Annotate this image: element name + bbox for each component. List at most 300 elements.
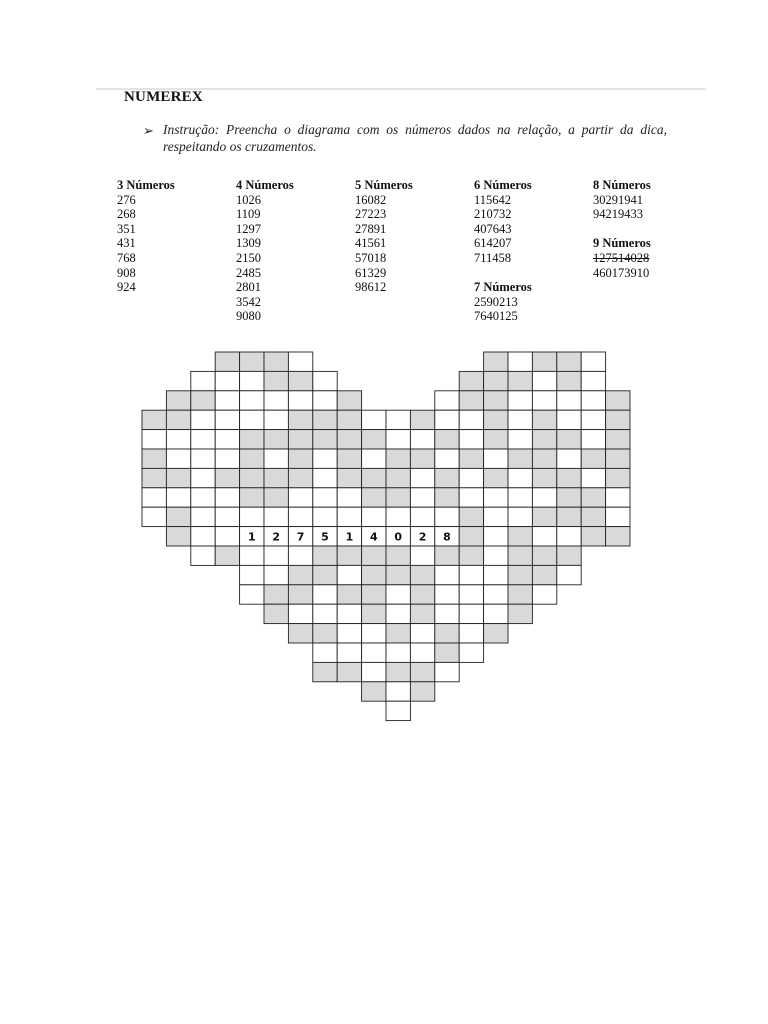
hint-digit: 7 bbox=[296, 530, 305, 544]
grid-cell-shaded[interactable] bbox=[337, 468, 361, 487]
list-item: 351 bbox=[117, 221, 136, 236]
list-header: 3 Números bbox=[117, 178, 175, 192]
grid-cell-shaded[interactable] bbox=[459, 391, 483, 410]
grid-cell[interactable] bbox=[240, 565, 264, 584]
hint-digit: 8 bbox=[443, 530, 451, 544]
grid-cell-shaded[interactable] bbox=[484, 410, 508, 429]
list-item: 16082 bbox=[355, 192, 387, 207]
grid-cell-shaded[interactable] bbox=[606, 391, 630, 410]
grid-cell[interactable] bbox=[142, 507, 166, 526]
grid-cell[interactable] bbox=[386, 682, 410, 701]
grid-cell[interactable] bbox=[484, 585, 508, 604]
grid-cell[interactable] bbox=[313, 507, 337, 526]
grid-cell-shaded[interactable] bbox=[288, 585, 312, 604]
grid-cell[interactable] bbox=[313, 371, 337, 390]
grid-cell-shaded[interactable] bbox=[532, 410, 556, 429]
grid-cell[interactable] bbox=[191, 546, 215, 565]
grid-cell[interactable] bbox=[313, 488, 337, 507]
grid-cell-shaded[interactable] bbox=[435, 488, 459, 507]
grid-cell[interactable] bbox=[386, 604, 410, 623]
grid-cell[interactable] bbox=[508, 391, 532, 410]
list-item: 3542 bbox=[236, 294, 261, 309]
grid-cell-shaded[interactable] bbox=[386, 546, 410, 565]
grid-cell-shaded[interactable] bbox=[288, 468, 312, 487]
grid-cell[interactable] bbox=[215, 527, 239, 546]
grid-cell-shaded[interactable] bbox=[337, 430, 361, 449]
list-item: 7640125 bbox=[474, 309, 518, 324]
grid-cell-shaded[interactable] bbox=[288, 430, 312, 449]
grid-cell-shaded[interactable] bbox=[410, 565, 434, 584]
grid-cell-shaded[interactable] bbox=[240, 468, 264, 487]
list-header: 5 Números bbox=[355, 178, 413, 192]
grid-cell[interactable] bbox=[410, 507, 434, 526]
grid-cell[interactable] bbox=[166, 449, 190, 468]
grid-cell-shaded[interactable] bbox=[410, 410, 434, 429]
grid-cell[interactable] bbox=[532, 371, 556, 390]
grid-cell[interactable] bbox=[191, 371, 215, 390]
list-item: 2590213 bbox=[474, 294, 518, 309]
list-item: 407643 bbox=[474, 221, 512, 236]
grid-cell-shaded[interactable] bbox=[606, 430, 630, 449]
grid-cell-shaded[interactable] bbox=[142, 410, 166, 429]
grid-cell-shaded[interactable] bbox=[288, 565, 312, 584]
grid-cell-shaded[interactable] bbox=[459, 507, 483, 526]
grid-cell-shaded[interactable] bbox=[484, 430, 508, 449]
grid-cell[interactable] bbox=[606, 507, 630, 526]
hint-digit: 1 bbox=[247, 530, 256, 544]
grid-cell[interactable] bbox=[240, 546, 264, 565]
grid-cell-shaded[interactable] bbox=[215, 352, 239, 371]
grid-cell-shaded[interactable] bbox=[606, 527, 630, 546]
list-item: 908 bbox=[117, 265, 136, 280]
grid-cell[interactable] bbox=[362, 507, 386, 526]
grid-cell[interactable] bbox=[264, 449, 288, 468]
grid-cell-shaded[interactable] bbox=[508, 546, 532, 565]
grid-cell[interactable] bbox=[410, 488, 434, 507]
grid-cell[interactable] bbox=[435, 507, 459, 526]
list-item: 614207 bbox=[474, 236, 512, 251]
grid-cell-shaded[interactable] bbox=[362, 430, 386, 449]
hint-digit: 0 bbox=[394, 530, 403, 544]
grid-cell-shaded[interactable] bbox=[386, 662, 410, 681]
grid-cell[interactable] bbox=[410, 624, 434, 643]
grid-cell-shaded[interactable] bbox=[362, 682, 386, 701]
list-item: 768 bbox=[117, 250, 136, 265]
grid-cell-shaded[interactable] bbox=[264, 468, 288, 487]
grid-cell-shaded[interactable] bbox=[337, 410, 361, 429]
grid-cell-shaded[interactable] bbox=[337, 585, 361, 604]
grid-cell-shaded[interactable] bbox=[337, 391, 361, 410]
page-title: NUMEREX bbox=[124, 89, 203, 105]
list-header: 4 Números bbox=[236, 178, 294, 192]
grid-cell[interactable] bbox=[386, 643, 410, 662]
grid-cell[interactable] bbox=[288, 546, 312, 565]
grid-cell-shaded[interactable] bbox=[581, 507, 605, 526]
grid-cell-shaded[interactable] bbox=[337, 662, 361, 681]
grid-cell[interactable] bbox=[435, 585, 459, 604]
list-item: 2150 bbox=[236, 250, 261, 265]
list-item: 41561 bbox=[355, 236, 387, 251]
grid-cell-shaded[interactable] bbox=[606, 468, 630, 487]
grid-cell[interactable] bbox=[313, 604, 337, 623]
grid-cell[interactable] bbox=[215, 430, 239, 449]
grid-cell[interactable] bbox=[191, 507, 215, 526]
grid-cell[interactable] bbox=[337, 565, 361, 584]
list-item: 2801 bbox=[236, 280, 261, 295]
grid-cell-shaded[interactable] bbox=[166, 527, 190, 546]
grid-cell-shaded[interactable] bbox=[459, 449, 483, 468]
grid-cell[interactable] bbox=[435, 604, 459, 623]
grid-cell-shaded[interactable] bbox=[240, 449, 264, 468]
grid-cell[interactable] bbox=[508, 488, 532, 507]
list-item: 2485 bbox=[236, 265, 261, 280]
grid-cell[interactable] bbox=[459, 643, 483, 662]
grid-cell-shaded[interactable] bbox=[508, 585, 532, 604]
grid-cell-shaded[interactable] bbox=[362, 604, 386, 623]
grid-cell-shaded[interactable] bbox=[362, 468, 386, 487]
grid-cell-shaded[interactable] bbox=[532, 565, 556, 584]
grid-cell-shaded[interactable] bbox=[532, 468, 556, 487]
grid-cell[interactable] bbox=[337, 643, 361, 662]
grid-cell[interactable] bbox=[557, 565, 581, 584]
grid-cell[interactable] bbox=[313, 391, 337, 410]
grid-cell-shaded[interactable] bbox=[264, 352, 288, 371]
grid-cell-shaded[interactable] bbox=[557, 430, 581, 449]
arrow-bullet-icon: ➢ bbox=[143, 123, 154, 138]
grid-cell[interactable] bbox=[362, 662, 386, 681]
grid-cell[interactable] bbox=[240, 507, 264, 526]
instruction-text: Instrução: Preencha o diagrama com os números dados na relação, a partir da dica, respeitando os cruzamentos. bbox=[163, 122, 667, 154]
grid-cell-shaded[interactable] bbox=[557, 371, 581, 390]
grid-cell[interactable] bbox=[313, 585, 337, 604]
grid-cell-shaded[interactable] bbox=[508, 565, 532, 584]
grid-cell[interactable] bbox=[191, 410, 215, 429]
grid-cell-shaded[interactable] bbox=[313, 546, 337, 565]
list-item: 460173910 bbox=[593, 265, 650, 280]
list-item: 115642 bbox=[474, 192, 512, 207]
grid-cell[interactable] bbox=[581, 430, 605, 449]
grid-cell-shaded[interactable] bbox=[313, 624, 337, 643]
grid-cell-shaded[interactable] bbox=[386, 488, 410, 507]
grid-cell[interactable] bbox=[166, 430, 190, 449]
grid-cell[interactable] bbox=[386, 585, 410, 604]
grid-cell-shaded[interactable] bbox=[435, 468, 459, 487]
grid-cell[interactable] bbox=[484, 449, 508, 468]
grid-cell[interactable] bbox=[508, 352, 532, 371]
grid-cell[interactable] bbox=[581, 468, 605, 487]
grid-cell[interactable] bbox=[484, 604, 508, 623]
grid-cell[interactable] bbox=[459, 410, 483, 429]
grid-cell[interactable] bbox=[362, 624, 386, 643]
grid-cell[interactable] bbox=[435, 449, 459, 468]
grid-cell-shaded[interactable] bbox=[459, 371, 483, 390]
list-item: 94219433 bbox=[593, 207, 643, 222]
grid-cell-shaded[interactable] bbox=[484, 468, 508, 487]
grid-cell-shaded[interactable] bbox=[508, 604, 532, 623]
grid-cell-shaded[interactable] bbox=[410, 449, 434, 468]
grid-cell-shaded[interactable] bbox=[386, 468, 410, 487]
grid-cell[interactable] bbox=[337, 624, 361, 643]
grid-cell[interactable] bbox=[459, 604, 483, 623]
grid-cell[interactable] bbox=[508, 468, 532, 487]
grid-cell[interactable] bbox=[459, 585, 483, 604]
grid-cell[interactable] bbox=[215, 410, 239, 429]
grid-cell-shaded[interactable] bbox=[508, 527, 532, 546]
grid-cell-shaded[interactable] bbox=[362, 488, 386, 507]
grid-cell[interactable] bbox=[532, 527, 556, 546]
grid-cell-shaded[interactable] bbox=[362, 565, 386, 584]
grid-cell-shaded[interactable] bbox=[508, 371, 532, 390]
grid-cell-shaded[interactable] bbox=[142, 449, 166, 468]
list-item: 61329 bbox=[355, 265, 387, 280]
grid-cell-shaded[interactable] bbox=[166, 468, 190, 487]
grid-cell[interactable] bbox=[240, 410, 264, 429]
grid-cell-shaded[interactable] bbox=[606, 410, 630, 429]
grid-cell-shaded[interactable] bbox=[288, 410, 312, 429]
list-item: 27223 bbox=[355, 207, 387, 222]
grid-cell-shaded[interactable] bbox=[410, 662, 434, 681]
grid-cell[interactable] bbox=[240, 391, 264, 410]
grid-cell-shaded[interactable] bbox=[288, 371, 312, 390]
grid-cell[interactable] bbox=[484, 488, 508, 507]
grid-cell-shaded[interactable] bbox=[264, 371, 288, 390]
grid-cell-shaded[interactable] bbox=[362, 585, 386, 604]
hint-digit: 5 bbox=[321, 530, 329, 544]
list-item: 98612 bbox=[355, 280, 387, 295]
grid-cell-shaded[interactable] bbox=[532, 546, 556, 565]
grid-cell-shaded[interactable] bbox=[240, 352, 264, 371]
list-item: 431 bbox=[117, 236, 136, 251]
grid-cell[interactable] bbox=[532, 488, 556, 507]
grid-cell-shaded[interactable] bbox=[484, 391, 508, 410]
grid-cell-shaded[interactable] bbox=[142, 468, 166, 487]
grid-cell-shaded[interactable] bbox=[166, 410, 190, 429]
grid-cell[interactable] bbox=[362, 643, 386, 662]
grid-cell[interactable] bbox=[557, 527, 581, 546]
list-header: 8 Números bbox=[593, 178, 651, 192]
grid-cell-shaded[interactable] bbox=[459, 527, 483, 546]
grid-cell-shaded[interactable] bbox=[459, 546, 483, 565]
grid-cell-shaded[interactable] bbox=[484, 624, 508, 643]
grid-cell-shaded[interactable] bbox=[508, 449, 532, 468]
grid-cell[interactable] bbox=[581, 371, 605, 390]
grid-cell[interactable] bbox=[337, 604, 361, 623]
grid-cell[interactable] bbox=[435, 391, 459, 410]
grid-cell[interactable] bbox=[215, 391, 239, 410]
grid-cell-shaded[interactable] bbox=[581, 449, 605, 468]
grid-cell[interactable] bbox=[508, 507, 532, 526]
grid-cell[interactable] bbox=[557, 410, 581, 429]
grid-cell-shaded[interactable] bbox=[557, 468, 581, 487]
grid-cell-shaded[interactable] bbox=[313, 662, 337, 681]
grid-cell-shaded[interactable] bbox=[532, 507, 556, 526]
grid-cell[interactable] bbox=[459, 624, 483, 643]
grid-cell-shaded[interactable] bbox=[435, 643, 459, 662]
grid-cell-shaded[interactable] bbox=[337, 449, 361, 468]
grid-cell[interactable] bbox=[508, 430, 532, 449]
list-item: 1309 bbox=[236, 236, 261, 251]
grid-cell[interactable] bbox=[386, 410, 410, 429]
grid-cell[interactable] bbox=[557, 391, 581, 410]
list-item: 210732 bbox=[474, 207, 512, 222]
grid-cell[interactable] bbox=[264, 507, 288, 526]
grid-cell[interactable] bbox=[386, 430, 410, 449]
grid-cell[interactable] bbox=[557, 449, 581, 468]
grid-cell-shaded[interactable] bbox=[484, 371, 508, 390]
grid-cell-shaded[interactable] bbox=[191, 391, 215, 410]
grid-cell[interactable] bbox=[191, 449, 215, 468]
grid-cell[interactable] bbox=[288, 352, 312, 371]
grid-cell[interactable] bbox=[581, 391, 605, 410]
grid-cell[interactable] bbox=[532, 391, 556, 410]
grid-cell[interactable] bbox=[215, 371, 239, 390]
grid-cell[interactable] bbox=[484, 507, 508, 526]
grid-cell[interactable] bbox=[435, 410, 459, 429]
grid-cell-shaded[interactable] bbox=[362, 546, 386, 565]
list-item: 30291941 bbox=[593, 192, 643, 207]
hint-digit: 2 bbox=[272, 530, 281, 544]
grid-cell[interactable] bbox=[606, 488, 630, 507]
grid-cell[interactable] bbox=[240, 371, 264, 390]
grid-cell[interactable] bbox=[410, 468, 434, 487]
list-item: 276 bbox=[117, 192, 136, 207]
grid-cell[interactable] bbox=[484, 527, 508, 546]
grid-cell[interactable] bbox=[459, 468, 483, 487]
grid-cell[interactable] bbox=[191, 468, 215, 487]
list-item: 1297 bbox=[236, 221, 261, 236]
grid-cell-shaded[interactable] bbox=[288, 624, 312, 643]
list-item: 924 bbox=[117, 280, 136, 295]
grid-cell[interactable] bbox=[435, 662, 459, 681]
grid-cell[interactable] bbox=[386, 701, 410, 720]
list-header: 6 Números bbox=[474, 178, 532, 192]
grid-cell[interactable] bbox=[362, 410, 386, 429]
hint-digit: 1 bbox=[345, 530, 354, 544]
grid-cell-shaded[interactable] bbox=[337, 546, 361, 565]
grid-cell-shaded[interactable] bbox=[410, 604, 434, 623]
grid-cell-shaded[interactable] bbox=[215, 468, 239, 487]
grid-cell[interactable] bbox=[410, 430, 434, 449]
grid-cell-shaded[interactable] bbox=[313, 565, 337, 584]
grid-cell[interactable] bbox=[386, 507, 410, 526]
grid-cell[interactable] bbox=[166, 488, 190, 507]
list-item: 268 bbox=[117, 207, 136, 222]
grid-cell-shaded[interactable] bbox=[557, 546, 581, 565]
grid-cell[interactable] bbox=[337, 507, 361, 526]
grid-cell-shaded[interactable] bbox=[435, 624, 459, 643]
grid-cell[interactable] bbox=[240, 585, 264, 604]
grid-cell-shaded[interactable] bbox=[288, 449, 312, 468]
grid-cell-shaded[interactable] bbox=[557, 352, 581, 371]
list-item: 57018 bbox=[355, 250, 387, 265]
list-item: 1026 bbox=[236, 192, 261, 207]
grid-cell-shaded[interactable] bbox=[386, 565, 410, 584]
grid-cell[interactable] bbox=[313, 468, 337, 487]
grid-cell[interactable] bbox=[288, 507, 312, 526]
grid-cell-shaded[interactable] bbox=[581, 488, 605, 507]
grid-cell[interactable] bbox=[508, 410, 532, 429]
list-item: 1109 bbox=[236, 207, 261, 222]
grid-cell[interactable] bbox=[313, 449, 337, 468]
grid-cell-shaded[interactable] bbox=[166, 507, 190, 526]
grid-cell[interactable] bbox=[362, 449, 386, 468]
grid-cell-shaded[interactable] bbox=[410, 682, 434, 701]
grid-cell[interactable] bbox=[215, 507, 239, 526]
grid-cell[interactable] bbox=[288, 391, 312, 410]
list-item-struck: 127514028 bbox=[593, 250, 650, 265]
list-item: 9080 bbox=[236, 309, 261, 324]
grid-cell-shaded[interactable] bbox=[532, 430, 556, 449]
grid-cell-shaded[interactable] bbox=[386, 624, 410, 643]
grid-cell[interactable] bbox=[410, 546, 434, 565]
hint-digit: 4 bbox=[369, 530, 378, 544]
grid-cell-shaded[interactable] bbox=[166, 391, 190, 410]
grid-cell-shaded[interactable] bbox=[435, 430, 459, 449]
grid-cell-shaded[interactable] bbox=[264, 604, 288, 623]
grid-cell-shaded[interactable] bbox=[581, 527, 605, 546]
grid-cell[interactable] bbox=[215, 449, 239, 468]
grid-cell[interactable] bbox=[581, 410, 605, 429]
grid-cell[interactable] bbox=[264, 410, 288, 429]
grid-cell[interactable] bbox=[459, 488, 483, 507]
grid-cell-shaded[interactable] bbox=[313, 410, 337, 429]
grid-cell[interactable] bbox=[484, 546, 508, 565]
grid-cell[interactable] bbox=[264, 565, 288, 584]
grid-cell[interactable] bbox=[264, 391, 288, 410]
grid-cell-shaded[interactable] bbox=[240, 430, 264, 449]
list-item: 27891 bbox=[355, 221, 387, 236]
grid-cell-shaded[interactable] bbox=[386, 449, 410, 468]
grid-cell-shaded[interactable] bbox=[264, 488, 288, 507]
grid-cell[interactable] bbox=[288, 488, 312, 507]
grid-cell-shaded[interactable] bbox=[557, 507, 581, 526]
grid-cell-shaded[interactable] bbox=[240, 488, 264, 507]
grid-cell[interactable] bbox=[288, 604, 312, 623]
grid-cell[interactable] bbox=[410, 643, 434, 662]
grid-cell-shaded[interactable] bbox=[484, 352, 508, 371]
grid-cell[interactable] bbox=[337, 488, 361, 507]
grid-cell-shaded[interactable] bbox=[264, 585, 288, 604]
grid-cell[interactable] bbox=[459, 565, 483, 584]
grid-cell[interactable] bbox=[142, 430, 166, 449]
grid-cell-shaded[interactable] bbox=[215, 546, 239, 565]
grid-cell[interactable] bbox=[532, 585, 556, 604]
grid-cell[interactable] bbox=[264, 546, 288, 565]
grid-cell[interactable] bbox=[191, 488, 215, 507]
grid-cell[interactable] bbox=[435, 565, 459, 584]
grid-cell-shaded[interactable] bbox=[606, 449, 630, 468]
grid-cell-shaded[interactable] bbox=[557, 488, 581, 507]
list-header: 9 Números bbox=[593, 236, 651, 251]
hint-digit: 2 bbox=[418, 530, 427, 544]
grid-cell-shaded[interactable] bbox=[435, 546, 459, 565]
grid-cell[interactable] bbox=[313, 643, 337, 662]
grid-cell-shaded[interactable] bbox=[532, 449, 556, 468]
list-item: 711458 bbox=[474, 250, 512, 265]
grid-cell-shaded[interactable] bbox=[532, 352, 556, 371]
grid-cell-shaded[interactable] bbox=[264, 430, 288, 449]
grid-cell[interactable] bbox=[581, 352, 605, 371]
grid-cell[interactable] bbox=[142, 488, 166, 507]
grid-cell[interactable] bbox=[215, 488, 239, 507]
grid-cell[interactable] bbox=[191, 430, 215, 449]
grid-cell[interactable] bbox=[484, 565, 508, 584]
list-header: 7 Números bbox=[474, 280, 532, 295]
grid-cell-shaded[interactable] bbox=[313, 430, 337, 449]
grid-cell-shaded[interactable] bbox=[410, 585, 434, 604]
grid-cell[interactable] bbox=[191, 527, 215, 546]
grid-cell[interactable] bbox=[459, 430, 483, 449]
